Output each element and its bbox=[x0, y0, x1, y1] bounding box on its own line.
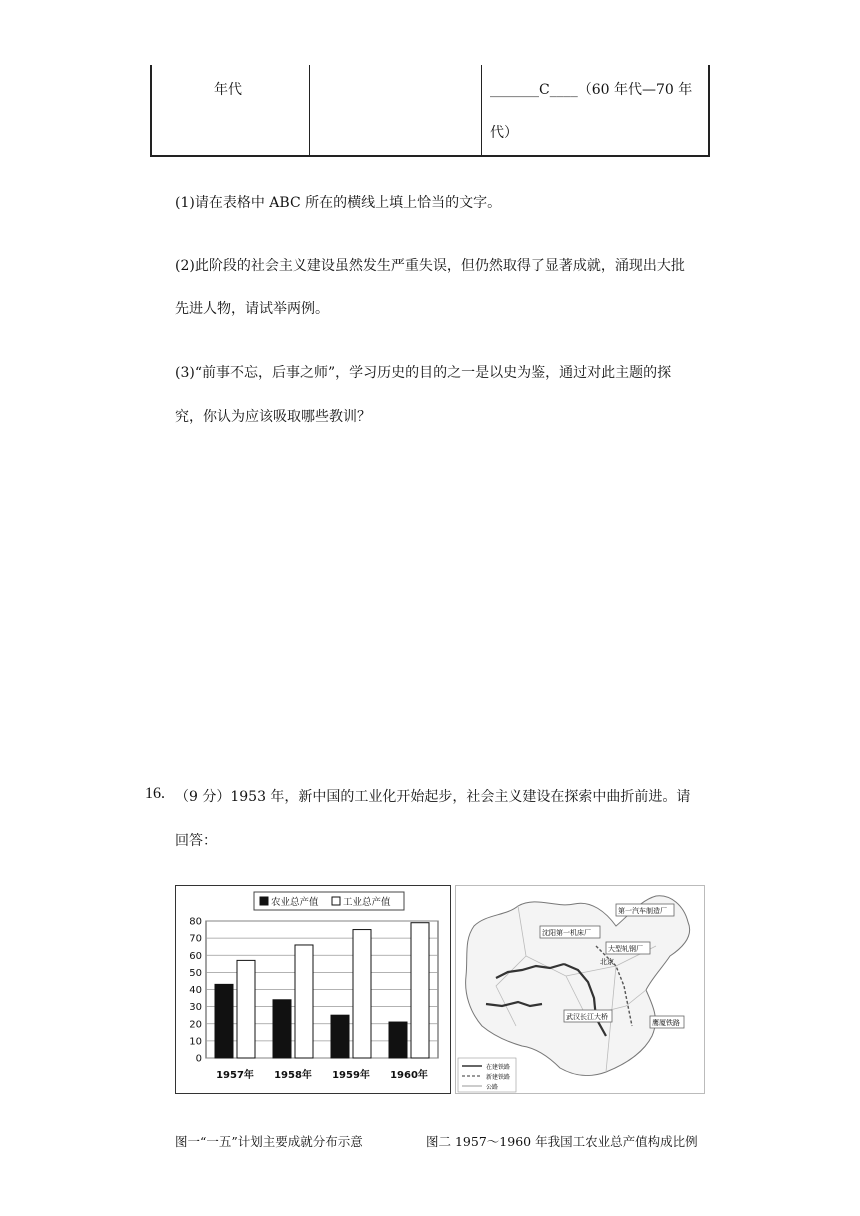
subquestion-3-line2: 究，你认为应该吸取哪些教训？ bbox=[175, 409, 371, 425]
bar-agriculture bbox=[273, 1000, 291, 1058]
map-label-yingxia: 鹰厦铁路 bbox=[652, 1019, 680, 1027]
bar-industry bbox=[353, 930, 371, 1058]
table-cell-blank-c bbox=[482, 65, 708, 155]
map-legend-2: 新建铁路 bbox=[486, 1074, 511, 1081]
map-legend-3: 公路 bbox=[486, 1084, 499, 1091]
map-label-shenyang: 沈阳第一机床厂 bbox=[542, 929, 591, 937]
y-tick-label: 10 bbox=[189, 1036, 202, 1048]
x-tick-label: 1957年 bbox=[216, 1070, 254, 1081]
blank-c-line1: _______C____（60 年代—70 年 bbox=[490, 82, 693, 98]
bar-agriculture bbox=[215, 984, 233, 1058]
chart-x-ticks bbox=[216, 1068, 428, 1081]
map-label-steel: 大型轧钢厂 bbox=[608, 945, 643, 953]
bar-chart-figure bbox=[175, 885, 451, 1094]
cell-text-era: 年代 bbox=[214, 82, 242, 98]
subquestion-1: (1)请在表格中 ABC 所在的横线上填上恰当的文字。 bbox=[175, 195, 502, 211]
map-label-faw: 第一汽车制造厂 bbox=[618, 907, 667, 915]
subquestion-3-line1: (3)“前事不忘，后事之师”，学习历史的目的之一是以史为鉴，通过对此主题的探 bbox=[175, 365, 672, 381]
subquestion-2-line2: 先进人物，请试举两例。 bbox=[175, 301, 329, 317]
y-tick-label: 60 bbox=[189, 950, 202, 962]
question-16-line2: 回答： bbox=[175, 833, 217, 849]
bar-industry bbox=[411, 923, 429, 1058]
y-tick-label: 50 bbox=[189, 967, 202, 979]
subquestion-2-line1: (2)此阶段的社会主义建设虽然发生严重失误，但仍然取得了显著成就，涌现出大批 bbox=[175, 258, 685, 274]
legend-swatch bbox=[332, 897, 340, 905]
bar-industry bbox=[237, 960, 255, 1058]
x-tick-label: 1960年 bbox=[390, 1070, 428, 1081]
china-map bbox=[456, 886, 705, 1094]
x-tick-label: 1958年 bbox=[274, 1070, 312, 1081]
y-tick-label: 70 bbox=[189, 933, 202, 945]
y-tick-label: 20 bbox=[189, 1019, 202, 1031]
caption-figure-1: 图一“一五”计划主要成就分布示意 bbox=[175, 1134, 363, 1149]
map-label-beijing: 北京 bbox=[600, 958, 614, 966]
legend-swatch bbox=[260, 897, 268, 905]
map-figure bbox=[455, 885, 705, 1094]
caption-figure-2: 图二 1957～1960 年我国工农业总产值构成比例 bbox=[426, 1134, 698, 1149]
y-tick-label: 30 bbox=[189, 1002, 202, 1014]
chart-y-ticks bbox=[189, 917, 202, 1065]
question-number: 16. bbox=[145, 785, 165, 802]
chart-legend bbox=[254, 892, 404, 910]
y-tick-label: 40 bbox=[189, 985, 202, 996]
bar-agriculture bbox=[389, 1022, 407, 1058]
bar-industry bbox=[295, 945, 313, 1058]
question-16-line1: （9 分）1953 年，新中国的工业化开始起步，社会主义建设在探索中曲折前进。请 bbox=[175, 789, 691, 805]
blank-c-line2: 代） bbox=[490, 125, 518, 141]
legend-label: 农业总产值 bbox=[271, 897, 319, 908]
bar-chart bbox=[176, 886, 449, 1092]
history-table bbox=[150, 65, 710, 157]
table-cell-era bbox=[152, 65, 310, 155]
map-legend-1: 在建铁路 bbox=[486, 1064, 511, 1071]
y-tick-label: 80 bbox=[189, 916, 202, 928]
legend-label: 工业总产值 bbox=[343, 897, 391, 908]
map-label-wuhan-bridge: 武汉长江大桥 bbox=[566, 1013, 608, 1021]
x-tick-label: 1959年 bbox=[332, 1070, 370, 1081]
bar-agriculture bbox=[331, 1015, 349, 1058]
table-cell-empty bbox=[310, 65, 482, 155]
map-outline bbox=[466, 896, 690, 1076]
y-tick-label: 0 bbox=[195, 1053, 202, 1065]
